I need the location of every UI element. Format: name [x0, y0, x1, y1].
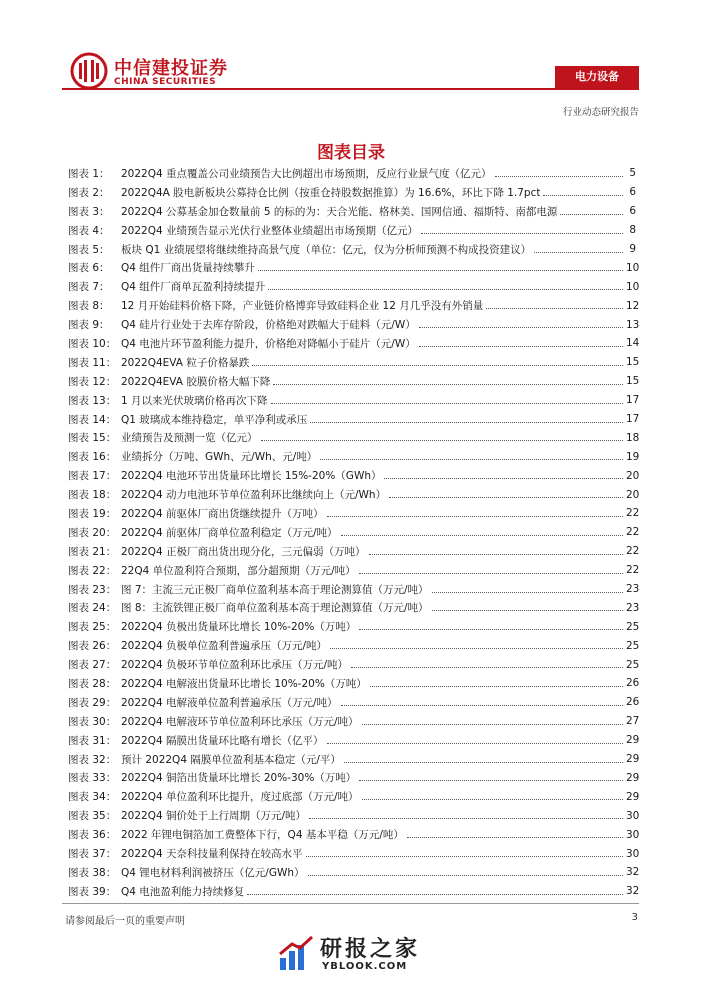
toc-entry-label: 图表 38：	[68, 866, 117, 879]
toc-entry-caption: 2022Q4 电解液出货量环比增长 10%-20%（万吨）	[121, 677, 367, 690]
toc-entry[interactable]	[68, 466, 640, 485]
page-number: 3	[631, 912, 638, 923]
toc-entry[interactable]	[68, 561, 640, 580]
toc-entry[interactable]	[68, 485, 640, 504]
toc-entry-page: 25	[626, 658, 640, 671]
toc-entry[interactable]	[68, 504, 640, 523]
toc-entry-page: 29	[626, 753, 640, 766]
toc-entry[interactable]	[68, 655, 640, 674]
toc-entry-caption: 业绩拆分（万吨、GWh、元/Wh、元/吨）	[121, 451, 318, 464]
toc-entry-label: 图表 14：	[68, 413, 117, 426]
toc-entry-page: 25	[626, 639, 640, 652]
toc-dot-leader	[327, 737, 623, 744]
toc-entry-label: 图表 3：	[68, 205, 110, 218]
toc-entry-label: 图表 1：	[68, 167, 110, 180]
toc-entry[interactable]	[68, 353, 640, 372]
toc-entry[interactable]	[68, 296, 640, 315]
toc-dot-leader	[362, 718, 623, 725]
toc-entry-page: 30	[626, 809, 640, 822]
toc-entry[interactable]	[68, 202, 636, 221]
toc-entry[interactable]	[68, 372, 640, 391]
china-securities-logo-icon	[70, 52, 108, 90]
toc-entry[interactable]	[68, 447, 640, 466]
toc-entry-label: 图表 28：	[68, 677, 117, 690]
watermark-text-en: YBLOOK.COM	[322, 961, 408, 972]
toc-dot-leader	[258, 264, 623, 271]
toc-dot-leader	[419, 321, 623, 328]
toc-entry-caption: 预计 2022Q4 隔膜单位盈利基本稳定（元/平）	[121, 753, 341, 766]
toc-dot-leader	[407, 831, 623, 838]
toc-entry-label: 图表 7：	[68, 281, 110, 294]
toc-entry[interactable]	[68, 277, 640, 296]
toc-entry-page: 22	[626, 507, 640, 520]
toc-dot-leader	[320, 453, 623, 460]
toc-entry[interactable]	[68, 410, 640, 429]
toc-entry-page: 14	[626, 337, 640, 350]
toc-dot-leader	[384, 472, 623, 479]
toc-entry-page: 5	[629, 167, 636, 180]
toc-entry-page: 18	[626, 431, 640, 444]
toc-dot-leader	[419, 340, 623, 347]
toc-dot-leader	[341, 699, 623, 706]
toc-entry[interactable]	[68, 240, 636, 259]
toc-dot-leader	[359, 774, 623, 781]
toc-dot-leader	[309, 812, 623, 819]
toc-entry-page: 30	[626, 847, 640, 860]
toc-title: 图表目录	[317, 143, 385, 163]
toc-entry-caption: 22Q4 单位盈利符合预期，部分超预期（万元/吨）	[121, 564, 356, 577]
toc-dot-leader	[389, 491, 623, 498]
toc-entry[interactable]	[68, 183, 636, 202]
toc-entry-caption: 板块 Q1 业绩展望将继续维持高景气度（单位：亿元，仅为分析师预测不构成投资建议）	[121, 243, 532, 256]
toc-entry-label: 图表 25：	[68, 621, 117, 634]
toc-entry-page: 30	[626, 828, 640, 841]
watermark	[276, 932, 476, 980]
toc-entry-page: 29	[626, 790, 640, 803]
toc-entry-caption: 2022Q4 负极环节单位盈利环比承压（万元/吨）	[121, 659, 349, 672]
toc-entry-caption: 2022Q4 负极出货量环比增长 10%-20%（万吨）	[121, 621, 357, 634]
toc-entry[interactable]	[68, 693, 640, 712]
toc-dot-leader	[543, 189, 623, 196]
toc-entry-page: 32	[626, 885, 640, 898]
toc-entry-page: 25	[626, 620, 640, 633]
toc-entry-page: 8	[629, 224, 636, 237]
toc-dot-leader	[560, 208, 623, 215]
toc-entry-caption: Q4 组件厂商单瓦盈利持续提升	[121, 281, 266, 294]
toc-entry-label: 图表 4：	[68, 224, 110, 237]
toc-entry-caption: 2022Q4EVA 胶膜价格大幅下降	[121, 375, 271, 388]
toc-entry-page: 22	[626, 526, 640, 539]
toc-entry-caption: 1 月以来光伏玻璃价格再次下降	[121, 394, 268, 407]
toc-entry-page: 10	[626, 261, 640, 274]
logo-text-en: CHINA SECURITIES	[114, 77, 217, 87]
toc-entry[interactable]	[68, 863, 640, 882]
toc-entry-label: 图表 5：	[68, 243, 110, 256]
toc-entry-caption: 2022Q4 前驱体厂商单位盈利稳定（万元/吨）	[121, 526, 338, 539]
toc-entry-caption: 12 月开始硅料价格下降，产业链价格博弈导致硅料企业 12 月几乎没有外销量	[121, 300, 484, 313]
toc-entry-label: 图表 23：	[68, 583, 117, 596]
toc-entry-label: 图表 27：	[68, 659, 117, 672]
toc-entry-caption: Q4 电池盈利能力持续修复	[121, 885, 245, 898]
toc-entry-page: 22	[626, 545, 640, 558]
toc-entry[interactable]	[68, 806, 640, 825]
toc-entry[interactable]	[68, 221, 636, 240]
toc-entry[interactable]	[68, 523, 640, 542]
header-divider	[62, 88, 639, 90]
toc-entry-page: 10	[626, 280, 640, 293]
toc-entry-page: 15	[626, 356, 640, 369]
toc-entry-label: 图表 13：	[68, 394, 117, 407]
report-type: 行业动态研究报告	[562, 107, 639, 118]
toc-entry[interactable]	[68, 825, 640, 844]
toc-entry-label: 图表 17：	[68, 470, 117, 483]
toc-dot-leader	[273, 378, 623, 385]
toc-dot-leader	[421, 227, 623, 234]
toc-entry-page: 22	[626, 564, 640, 577]
toc-entry-caption: 业绩预告及预测一览（亿元）	[121, 432, 258, 445]
toc-dot-leader	[330, 642, 623, 649]
toc-entry-page: 13	[626, 318, 640, 331]
toc-entry[interactable]	[68, 636, 640, 655]
toc-entry-page: 19	[626, 450, 640, 463]
footer-divider	[62, 903, 639, 904]
toc-entry-page: 20	[626, 488, 640, 501]
toc-entry-label: 图表 39：	[68, 885, 117, 898]
toc-entry[interactable]	[68, 787, 640, 806]
company-logo	[70, 52, 270, 92]
toc-dot-leader	[486, 302, 623, 309]
toc-entry[interactable]	[68, 334, 640, 353]
toc-entry-caption: 2022Q4 电解液单位盈利普遍承压（万元/吨）	[121, 696, 338, 709]
toc-entry[interactable]	[68, 731, 640, 750]
toc-entry[interactable]	[68, 598, 640, 617]
toc-entry-caption: 2022Q4 隔膜出货量环比略有增长（亿平）	[121, 734, 324, 747]
toc-dot-leader	[351, 661, 623, 668]
toc-entry-label: 图表 12：	[68, 375, 117, 388]
toc-entry[interactable]	[68, 769, 640, 788]
toc-entry-caption: 2022Q4 负极单位盈利普遍承压（万元/吨）	[121, 640, 328, 653]
toc-entry-page: 12	[626, 299, 640, 312]
toc-entry-label: 图表 6：	[68, 262, 110, 275]
toc-entry-page: 27	[626, 715, 640, 728]
toc-entry-label: 图表 26：	[68, 640, 117, 653]
toc-entry[interactable]	[68, 617, 640, 636]
toc-dot-leader	[359, 567, 623, 574]
toc-entry-page: 26	[626, 677, 640, 690]
toc-dot-leader	[370, 680, 623, 687]
toc-entry-caption: 2022Q4A 股电新板块公募持仓比例（按重仓持股数据推算）为 16.6%，环比下降 1.7pct	[121, 186, 541, 199]
toc-entry-caption: Q4 锂电材料利润被挤压（亿元/GWh）	[121, 866, 305, 879]
toc-entry-page: 23	[626, 583, 640, 596]
toc-dot-leader	[344, 756, 623, 763]
toc-entry-caption: 2022Q4 电池环节出货量环比增长 15%-20%（GWh）	[121, 470, 382, 483]
toc-dot-leader	[369, 548, 623, 555]
toc-dot-leader	[310, 416, 623, 423]
toc-entry-label: 图表 32：	[68, 753, 117, 766]
toc-entry[interactable]	[68, 882, 640, 901]
toc-entry-caption: Q4 硅片行业处于去库存阶段，价格绝对跌幅大于硅料（元/W）	[121, 319, 416, 332]
toc-entry-page: 17	[626, 413, 640, 426]
toc-entry-caption: 2022Q4 铜价处于上行周期（万元/吨）	[121, 810, 307, 823]
chart-growth-icon	[276, 934, 316, 974]
toc-entry-page: 6	[629, 186, 636, 199]
toc-entry[interactable]	[68, 844, 640, 863]
toc-entry-label: 图表 30：	[68, 715, 117, 728]
toc-entry-page: 9	[629, 243, 636, 255]
toc-dot-leader	[327, 510, 623, 517]
toc-entry-label: 图表 36：	[68, 829, 117, 842]
toc-entry-caption: 2022Q4 重点覆盖公司业绩预告大比例超出市场预期，反应行业景气度（亿元）	[121, 167, 492, 180]
toc-entry-page: 15	[626, 375, 640, 388]
toc-entry-label: 图表 31：	[68, 734, 117, 747]
toc-dot-leader	[247, 888, 623, 895]
toc-dot-leader	[359, 623, 623, 630]
toc-entry-caption: 2022Q4EVA 粒子价格暴跌	[121, 356, 250, 369]
logo-text-cn: 中信建投证券	[114, 58, 228, 79]
toc-entry-caption: 2022Q4 业绩预告显示光伏行业整体业绩超出市场预期（亿元）	[121, 224, 419, 237]
toc-entry-caption: 2022Q4 公募基金加仓数量前 5 的标的为：天合光能、格林美、国网信通、福斯特、南都电源	[121, 205, 558, 218]
toc-entry-label: 图表 22：	[68, 564, 117, 577]
toc-entry-caption: Q4 电池片环节盈利能力提升，价格绝对降幅小于硅片（元/W）	[121, 337, 416, 350]
toc-entry-label: 图表 24：	[68, 602, 117, 615]
toc-entry-label: 图表 20：	[68, 526, 117, 539]
toc-dot-leader	[362, 793, 623, 800]
toc-entry[interactable]	[68, 164, 636, 183]
watermark-text-cn: 研报之家	[320, 937, 421, 962]
toc-entry-caption: 2022 年锂电铜箔加工费整体下行，Q4 基本平稳（万元/吨）	[121, 829, 404, 842]
toc-dot-leader	[432, 586, 623, 593]
toc-list	[68, 164, 640, 901]
toc-dot-leader	[534, 246, 623, 253]
toc-entry[interactable]	[68, 674, 640, 693]
toc-entry-caption: 2022Q4 单位盈利环比提升，度过底部（万元/吨）	[121, 791, 359, 804]
toc-entry-caption: 2022Q4 前驱体厂商出货继续提升（万吨）	[121, 507, 324, 520]
toc-entry-label: 图表 35：	[68, 810, 117, 823]
toc-entry-caption: 2022Q4 正极厂商出货出现分化，三元偏弱（万吨）	[121, 545, 366, 558]
toc-entry-caption: 2022Q4 电解液环节单位盈利环比承压（万元/吨）	[121, 715, 359, 728]
toc-entry[interactable]	[68, 315, 640, 334]
toc-dot-leader	[308, 869, 624, 876]
toc-entry-label: 图表 33：	[68, 772, 117, 785]
toc-entry-page: 29	[626, 771, 640, 784]
toc-dot-leader	[306, 850, 623, 857]
toc-entry-label: 图表 15：	[68, 432, 117, 445]
toc-entry-label: 图表 2：	[68, 186, 110, 199]
toc-entry-label: 图表 19：	[68, 507, 117, 520]
toc-entry-caption: Q1 玻璃成本维持稳定，单平净利或承压	[121, 413, 308, 426]
toc-dot-leader	[252, 359, 623, 366]
toc-entry-page: 20	[626, 469, 640, 482]
toc-entry-label: 图表 11：	[68, 356, 117, 369]
toc-entry[interactable]	[68, 258, 640, 277]
toc-entry-page: 29	[626, 734, 640, 747]
toc-dot-leader	[268, 283, 623, 290]
toc-entry-caption: 2022Q4 天奈科技量利保持在较高水平	[121, 848, 303, 860]
toc-dot-leader	[432, 604, 623, 611]
toc-entry-caption: 2022Q4 动力电池环节单位盈利环比继续向上（元/Wh）	[121, 489, 387, 502]
toc-entry-page: 6	[629, 205, 636, 218]
toc-entry-label: 图表 34：	[68, 791, 117, 804]
toc-entry-label: 图表 21：	[68, 545, 117, 558]
toc-entry-page: 32	[626, 866, 640, 879]
toc-entry-label: 图表 37：	[68, 848, 117, 860]
toc-entry-label: 图表 18：	[68, 489, 117, 502]
toc-entry-caption: 图 8：主流铁锂正极厂商单位盈利基本高于理论测算值（万元/吨）	[121, 602, 429, 615]
toc-entry-caption: 2022Q4 铜箔出货量环比增长 20%-30%（万吨）	[121, 772, 357, 785]
toc-dot-leader	[341, 529, 623, 536]
toc-entry-label: 图表 29：	[68, 696, 117, 709]
toc-entry[interactable]	[68, 428, 640, 447]
toc-entry-label: 图表 10：	[68, 337, 117, 350]
toc-entry-page: 26	[626, 696, 640, 709]
toc-entry-label: 图表 16：	[68, 451, 117, 464]
disclaimer-note: 请参阅最后一页的重要声明	[65, 916, 185, 927]
toc-entry-label: 图表 8：	[68, 300, 110, 313]
toc-entry-label: 图表 9：	[68, 319, 110, 332]
toc-entry-page: 17	[626, 394, 640, 407]
toc-entry[interactable]	[68, 580, 640, 599]
toc-entry-caption: 图 7：主流三元正极厂商单位盈利基本高于理论测算值（万元/吨）	[121, 583, 429, 596]
toc-entry[interactable]	[68, 542, 640, 561]
toc-entry[interactable]	[68, 391, 640, 410]
toc-entry[interactable]	[68, 750, 640, 769]
toc-dot-leader	[495, 170, 623, 177]
toc-entry-page: 23	[626, 601, 640, 614]
sector-tag: 电力设备	[555, 66, 639, 88]
toc-entry-caption: Q4 组件厂商出货量持续攀升	[121, 262, 255, 275]
toc-entry[interactable]	[68, 712, 640, 731]
toc-dot-leader	[261, 434, 624, 441]
toc-dot-leader	[271, 397, 623, 404]
